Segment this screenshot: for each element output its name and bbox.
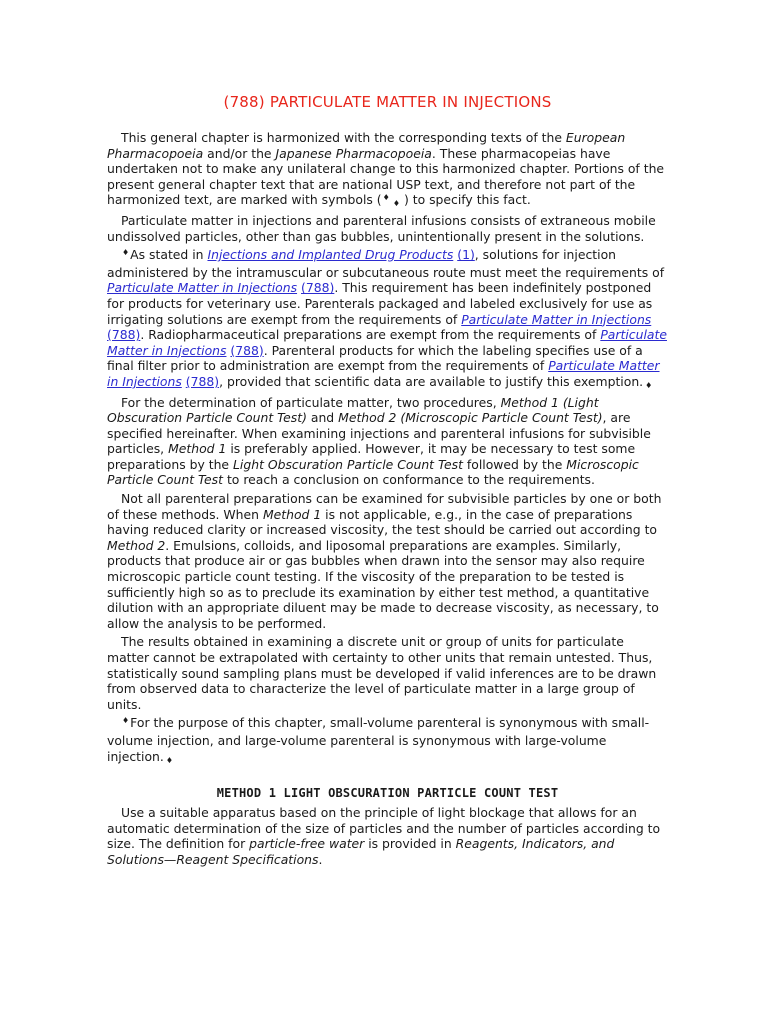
text: As stated in bbox=[130, 247, 208, 263]
text: Not all parenteral preparations can be examined for subvisible particles by one or both of these methods. When bbox=[107, 491, 662, 522]
link-label: Particulate Matter in Injections bbox=[107, 327, 667, 358]
paragraph-exemptions bbox=[107, 247, 668, 391]
link-label: Particulate Matter in Injections bbox=[107, 358, 660, 389]
text-particle-free-water: particle-free water bbox=[249, 836, 365, 852]
text: is not applicable, e.g., in the case of preparations having reduced clarity or increased viscosity, the test should be carried out according to bbox=[107, 506, 658, 538]
diamond-close-icon: ♦ bbox=[645, 380, 653, 390]
text: Use a suitable apparatus based on the principle of light blockage that allows for an automatic determination of the size of particles and the number of particles according to size. The definition for bbox=[107, 805, 661, 852]
paragraph-harmonization bbox=[107, 130, 668, 210]
text-european-pharmacopoeia: European Pharmacopoeia bbox=[107, 130, 626, 161]
diamond-close-icon: ♦ bbox=[392, 199, 400, 209]
text: This general chapter is harmonized with the corresponding texts of the bbox=[121, 130, 566, 145]
text: . Radiopharmaceutical preparations are exempt from the requirements of bbox=[140, 327, 601, 343]
link-label: Particulate Matter in Injections bbox=[461, 311, 652, 327]
document-body bbox=[107, 130, 668, 868]
link-label: Injections and Implanted Drug Products bbox=[207, 247, 454, 263]
text: , solutions for injection administered by the intramuscular or subcutaneous route must meet the requirements of bbox=[107, 247, 665, 280]
text: . Emulsions, colloids, and liposomal preparations are examples. Similarly, products that produce air or gas bubbles when drawn into the sensor may also require microscopic particle count testing. If the viscosity of the preparation to be tested is sufficiently high so as to preclude its examination by either test method, a quantitative dilution with an appropriate diluent may be made to decrease viscosity, as necessary, to allow the analysis to be performed. bbox=[107, 537, 659, 631]
text: , are specified hereinafter. When examining injections and parenteral infusions for subvisible particles, bbox=[107, 410, 651, 457]
link-ref-788[interactable]: (788) bbox=[301, 280, 335, 296]
diamond-open-icon: ♦ bbox=[382, 193, 390, 203]
text: is preferably applied. However, it may be necessary to test some preparations by the bbox=[107, 441, 636, 472]
text-method-1: Method 1 bbox=[262, 506, 322, 522]
text: is provided in bbox=[364, 836, 456, 852]
text: For the purpose of this chapter, small-volume parenteral is synonymous with small-volume injection, and large-volume parenteral is synonymous with large-volume injection. bbox=[107, 715, 650, 764]
diamond-open-icon: ♦ bbox=[122, 248, 130, 258]
text: For the determination of particulate matter, two procedures, bbox=[121, 394, 501, 410]
link-injections-implanted[interactable] bbox=[207, 247, 453, 262]
text-microscopic: Microscopic Particle Count Test bbox=[107, 456, 639, 488]
link-particulate-matter[interactable] bbox=[107, 280, 297, 295]
text: ) to specify this fact. bbox=[403, 192, 531, 208]
text: . Parenteral products for which the labeling specifies use of a final filter prior to administration are exempt from the requirements of bbox=[107, 342, 643, 374]
text-japanese-pharmacopoeia: Japanese Pharmacopoeia bbox=[275, 145, 432, 161]
text: and bbox=[306, 410, 339, 426]
text: to reach a conclusion on conformance to the requirements. bbox=[223, 472, 595, 488]
paragraph-sampling: The results obtained in examining a discrete unit or group of units for particulate matter cannot be extrapolated with certainty to other units that remain untested. Thus, statistically sound sampling plans must be developed if valid inferences are to be drawn from observed data to characterize the level of particulate matter in a large group of units. bbox=[107, 634, 657, 712]
text: . This requirement has been indefinitely postponed for products for veterinary use. Parenterals packaged and labeled exclusively for use as irrigating solutions are exempt from the requirements of bbox=[107, 280, 653, 327]
text-method-1: Method 1 bbox=[168, 441, 227, 457]
text-light-obscuration: Light Obscuration Particle Count Test bbox=[233, 456, 463, 472]
text: . These pharmacopeias have undertaken not to make any unilateral change to this harmonized chapter. Portions of the present general chapter text that are national USP text, and therefore not part of the harmonized text, are marked with symbols ( bbox=[107, 145, 665, 208]
link-label: Particulate Matter in Injections bbox=[107, 280, 298, 296]
text: , provided that scientific data are available to justify this exemption. bbox=[219, 373, 644, 389]
text: and/or the bbox=[203, 145, 276, 161]
link-ref-788[interactable]: (788) bbox=[107, 327, 141, 343]
page-title: (788) PARTICULATE MATTER IN INJECTIONS bbox=[223, 93, 552, 111]
paragraph-apparatus bbox=[107, 805, 668, 867]
text-method-2: Method 2 bbox=[107, 537, 166, 553]
text: . bbox=[318, 851, 323, 867]
section-heading: METHOD 1 LIGHT OBSCURATION PARTICLE COUNT TEST bbox=[216, 786, 559, 801]
paragraph-applicability bbox=[107, 491, 668, 631]
text-method-2: Method 2 (Microscopic Particle Count Test) bbox=[338, 410, 603, 426]
text: followed by the bbox=[462, 456, 567, 472]
link-ref-788[interactable]: (788) bbox=[185, 373, 220, 389]
text-reagent-specifications: Reagents, Indicators, and Solutions—Reagent Specifications bbox=[107, 836, 615, 867]
paragraph-volume-definitions bbox=[107, 715, 668, 766]
text-method-1: Method 1 (Light Obscuration Particle Count Test) bbox=[107, 394, 599, 426]
link-ref-1[interactable]: (1) bbox=[457, 247, 475, 263]
diamond-open-icon: ♦ bbox=[122, 716, 130, 726]
link-ref-788[interactable]: (788) bbox=[230, 342, 264, 358]
link-particulate-matter[interactable] bbox=[461, 312, 651, 327]
paragraph-methods bbox=[107, 395, 668, 489]
paragraph-definition: Particulate matter in injections and parenteral infusions consists of extraneous mobile undissolved particles, other than gas bubbles, unintentionally present in the solutions. bbox=[107, 212, 656, 244]
diamond-close-icon: ♦ bbox=[165, 755, 174, 765]
